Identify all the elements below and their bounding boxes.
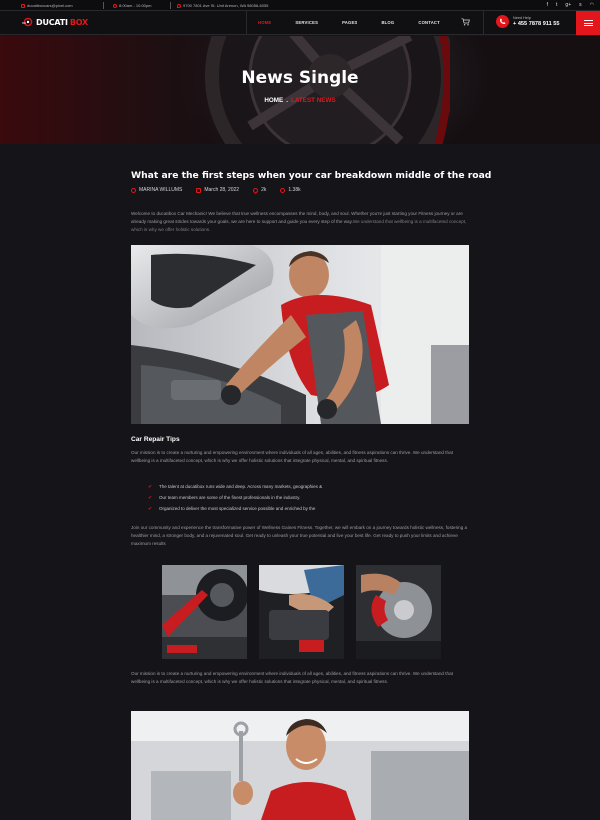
cart-icon[interactable]	[461, 18, 470, 26]
menu-toggle-button[interactable]	[576, 11, 600, 35]
facebook-icon[interactable]: f	[546, 2, 549, 8]
meta-likes: 2k	[253, 187, 266, 193]
location-pin-icon	[177, 4, 181, 8]
mechanic-engine-image	[131, 245, 469, 424]
page-hero	[0, 36, 600, 144]
meta-comments: 1.38k	[280, 187, 300, 193]
phone-icon	[496, 15, 509, 28]
breadcrumb-current: LATEST NEWS	[290, 97, 336, 104]
check-icon: ✔	[148, 484, 153, 490]
rss-icon[interactable]: ◠	[589, 2, 594, 8]
article-meta	[131, 187, 315, 193]
googleplus-icon[interactable]: g+	[565, 2, 572, 8]
nav-services[interactable]: SERVICES	[295, 20, 319, 25]
help-phone[interactable]	[496, 15, 560, 28]
hamburger-icon	[584, 20, 593, 21]
user-icon	[131, 188, 136, 193]
logo-gear-icon	[22, 17, 34, 27]
help-text: Need Help + 455 7878 911 55	[513, 16, 560, 27]
nav-pages[interactable]: PAGES	[342, 20, 358, 25]
skype-icon[interactable]: s	[579, 2, 582, 8]
nav-contact[interactable]: CONTACT	[418, 20, 440, 25]
section-paragraph: Our mission is to create a nurturing and empowering environment where individuals of all ages, abilities, and fitness aspirations can thrive. We understand that wellbeing is a multifaceted concept, which is why we offer holistic solutions that integrate physical, mental, and spiritual fitness.	[131, 450, 453, 463]
brake-disc-image	[356, 565, 441, 659]
clock-icon	[113, 4, 117, 8]
list-item: ✔ Our team members are some of the finest professionals in the industry.	[148, 495, 301, 501]
intro-paragraph: Welcome to ducatibox Car Mechanic! We believe that true wellness encompasses the mind, body, and soul. Whether you're just starting your Fitness journey or are already making great strides towards your goals, we are here to support and guide you every step of the way.We understand that wellbeing is a multifaceted concept, which is why we offer holistic solutions.	[131, 211, 467, 232]
divider	[170, 2, 171, 9]
nav-blog[interactable]: BLOG	[381, 20, 395, 25]
join-paragraph: Join our community and experience the transformative power of Wellness Gaines Fitness. Together, we will embark on a journey towards holistic wellness, fostering a healthier mind, a stronger body, and a rejuvenated soul. Get ready to unleash your true potential and live your best life. Get ready to push your limits and achieve maximum results	[131, 525, 468, 546]
article-title: What are the first steps when your car breakdown middle of the road	[131, 170, 492, 181]
breadcrumb: HOME . LATEST NEWS	[264, 97, 336, 104]
calendar-icon	[196, 188, 201, 193]
main-nav	[258, 20, 464, 25]
check-icon: ✔	[148, 506, 153, 512]
meta-date: March 28, 2022	[196, 187, 239, 193]
topbar-email[interactable]: ducatiboxcars@pixel.com	[21, 3, 73, 8]
mail-icon	[21, 4, 25, 8]
list-item: ✔ Organized to deliver the most specialized service possible and enriched by the	[148, 506, 316, 512]
topbar-address: 9700 7801 Ave St. Unit Arenon, WA 98056-6055	[177, 3, 268, 8]
section-heading: Car Repair Tips	[131, 436, 180, 443]
list-item: ✔ The talent at ducatibox runs wide and deep. Across many markets, geographies &	[148, 484, 323, 490]
divider	[103, 2, 104, 9]
checklist	[148, 484, 322, 517]
top-info-bar	[0, 0, 600, 11]
social-links	[547, 2, 594, 8]
mission-paragraph: Our mission is to create a nurturing and empowering environment where individuals of all ages, abilities, and fitness aspirations can thrive. We understand that wellbeing is a multifaceted concept, which is why we offer holistic solutions that integrate physical, mental, and spiritual fitness.	[131, 671, 453, 684]
page-title: News Single	[241, 68, 359, 88]
wheel-lift-image	[162, 565, 247, 659]
divider	[246, 11, 247, 35]
topbar-hours: 8:00am - 10:00pm	[113, 3, 151, 8]
divider	[483, 11, 484, 35]
nav-home[interactable]: HOME	[258, 20, 272, 25]
engine-repair-image	[259, 565, 344, 659]
wheel-background-image	[190, 36, 450, 144]
main-header	[0, 11, 600, 35]
twitter-icon[interactable]: t	[556, 2, 558, 8]
check-icon: ✔	[148, 495, 153, 501]
site-logo[interactable]: DUCATI BOX	[22, 17, 88, 27]
heart-icon	[252, 186, 259, 193]
comment-icon	[280, 188, 285, 193]
mechanic-wrench-image	[131, 711, 469, 820]
meta-author[interactable]: MARINA WILLUMS	[131, 187, 182, 193]
breadcrumb-home[interactable]: HOME	[264, 97, 284, 104]
